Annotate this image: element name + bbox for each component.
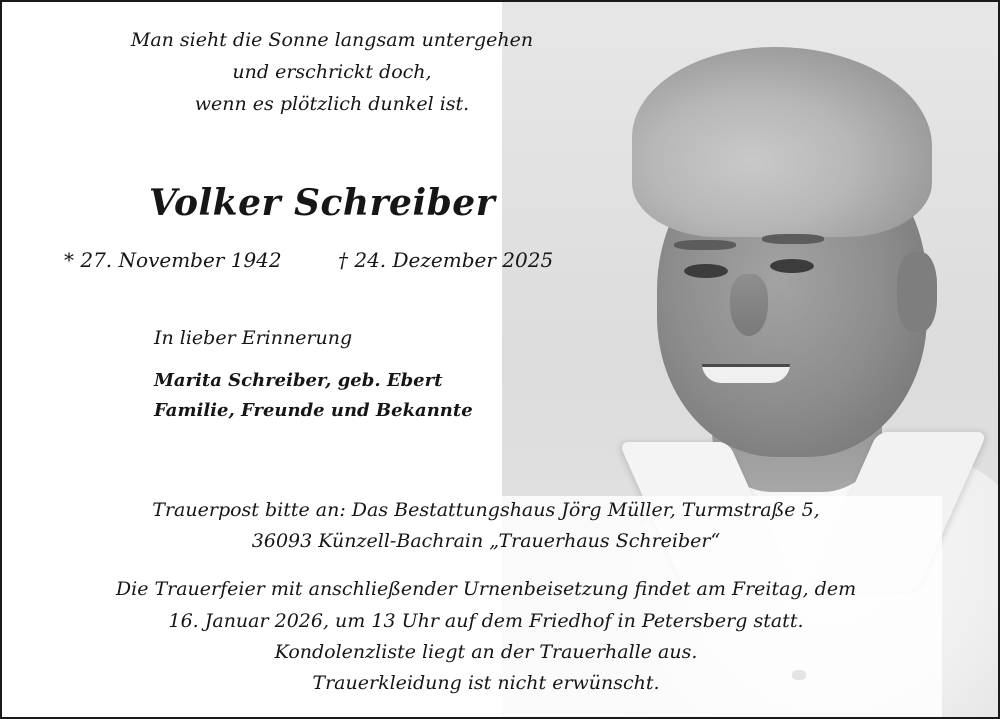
ceremony-line-1: Die Trauerfeier mit anschließender Urnenbeisetzung findet am Freitag, dem (115, 578, 857, 600)
poem-line-1: Man sieht die Sonne langsam untergehen (130, 29, 534, 51)
birth-date: * 27. November 1942 (64, 248, 282, 272)
ceremony-line-3: Kondolenzliste liegt an der Trauerhalle aus. (274, 641, 698, 663)
poem-line-2: und erschrickt doch, (232, 61, 432, 83)
mail-address-line-2: 36093 Künzell-Bachrain „Trauerhaus Schreiber“ (251, 530, 721, 552)
mourner-line-2: Familie, Freunde und Bekannte (154, 400, 473, 421)
memory-intro: In lieber Erinnerung (154, 327, 353, 349)
poem-line-3: wenn es plötzlich dunkel ist. (194, 93, 470, 115)
death-date: † 24. Dezember 2025 (338, 248, 554, 272)
mail-address-line-1: Trauerpost bitte an: Das Bestattungshaus Jörg Müller, Turmstraße 5, (152, 499, 820, 521)
ceremony-line-4: Trauerkleidung ist nicht erwünscht. (312, 672, 660, 694)
deceased-name: Volker Schreiber (148, 182, 496, 224)
mourner-line-1: Marita Schreiber, geb. Ebert (154, 370, 443, 391)
obituary-text (2, 2, 998, 717)
ceremony-line-2: 16. Januar 2026, um 13 Uhr auf dem Friedhof in Petersberg statt. (168, 610, 804, 632)
